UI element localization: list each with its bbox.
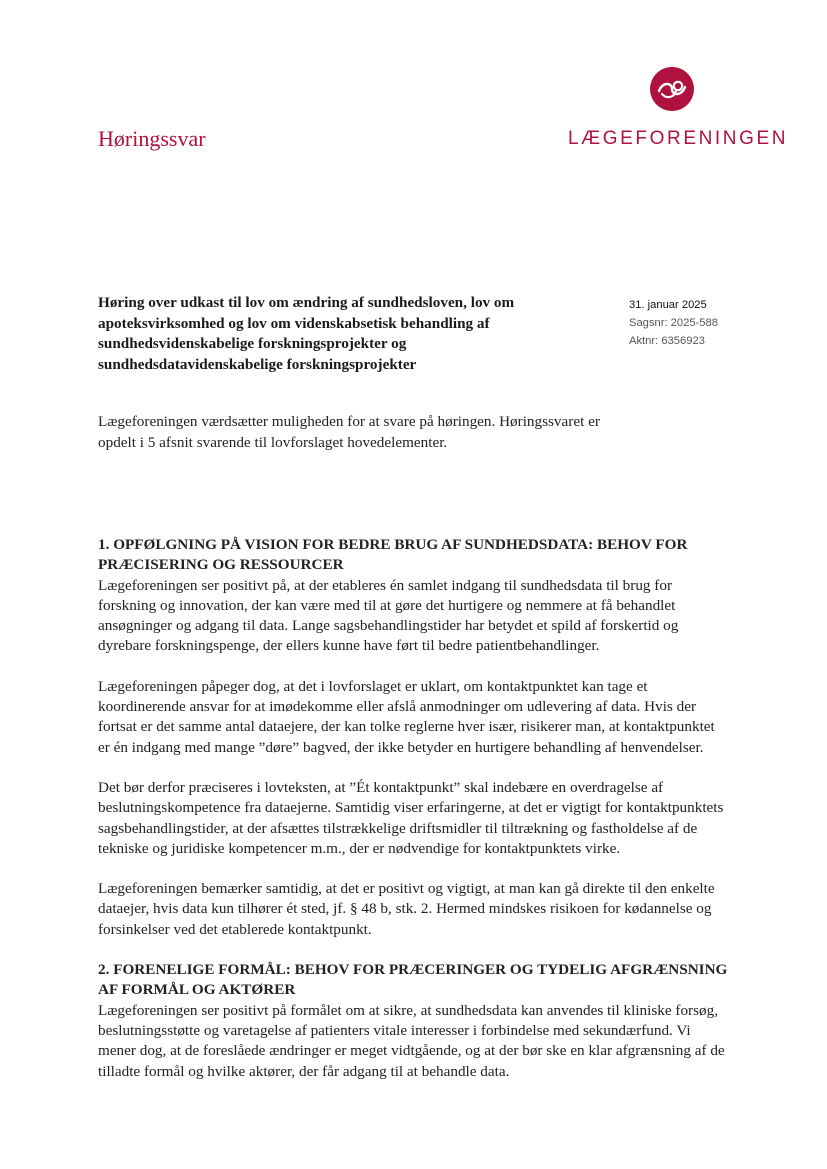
doc-type-title: Høringssvar [98, 126, 206, 151]
subject-heading: Høring over udkast til lov om ændring af sundhedsloven, lov om apoteksvirksomhed og lov om videnskabsetisk behandling af sundhedsvidenskabelige forskningsprojekter og sundhedsdatavidenskabelige forskningsprojekter [98, 294, 515, 373]
intro-paragraph: Lægeforeningen værdsætter muligheden for at svare på høringen. Høringssvaret er opdelt i 5 afsnit svarende til lovforslaget hovedelementer. [98, 413, 600, 451]
case-number: Sagsnr: 2025-588 [629, 317, 718, 329]
paragraph: Lægeforeningen ser positivt på, at der etableres én samlet indgang til sundhedsdata til brug for forskning og innovation, der kan være med til at gøre det hurtigere og nemmere at få behandlet ansøgninger og adgang til data. Lange sagsbehandlingstider har betydet et spild af forskertid og dyrebare forskningspenge, der ellers kunne have ført til bedre patientbehandlinger. [98, 576, 679, 655]
paragraph: Lægeforeningen ser positivt på formålet om at sikre, at sundhedsdata kan anvendes til kliniske forsøg, beslutningsstøtte og varetagelse af patienters vitale interesser i forbindelse med sekundærfund. Vi mener dog, at de foreslåede ændringer er meget vidtgående, og at der bør ske en klar afgrænsning af de tilladte formål og hvilke aktører, der får adgang til at behandle data. [98, 1001, 725, 1080]
paragraph: Lægeforeningen bemærker samtidig, at det er positivt og vigtigt, at man kan gå direkte til den enkelte dataejer, hvis data kun tilhører ét sted, jf. § 48 b, stk. 2. Hermed mindskes risikoen for kødannelse og forsinkelser ved det etablerede kontaktpunkt. [98, 880, 715, 938]
paragraph: Lægeforeningen påpeger dog, at det i lovforslaget er uklart, om kontaktpunktet kan tage et koordinerende ansvar for at imødekomme eller afslå anmodninger om udlevering af data. Hvis der fortsat er det samme antal dataejere, der kan tolke reglerne hver især, risikerer man, at kontaktpunktet er én indgang med mange ”døre” bagved, der ikke betyder en hurtigere behandling af henvendelser. [98, 677, 715, 756]
laegeforeningen-logo-icon [650, 67, 694, 111]
document-body [98, 535, 730, 1102]
document-number: Aktnr: 6356923 [629, 335, 705, 347]
section-1 [98, 535, 730, 940]
section-heading: 1. OPFØLGNING PÅ VISION FOR BEDRE BRUG AF SUNDHEDSDATA: BEHOV FOR PRÆCISERING OG RESSOURCER [98, 536, 688, 574]
document-meta [629, 296, 718, 350]
document-date: 31. januar 2025 [629, 299, 707, 311]
section-heading: 2. FORENELIGE FORMÅL: BEHOV FOR PRÆCERINGER OG TYDELIG AFGRÆNSNING AF FORMÅL OG AKTØRER [98, 961, 728, 999]
paragraph: Det bør derfor præciseres i lovteksten, at ”Ét kontaktpunkt” skal indebære en overdragelse af beslutningskompetence fra dataejerne. Samtidig viser erfaringerne, at det er vigtigt for kontaktpunktets sagsbehandlingstider, at der afsættes tilstrækkelige driftsmidler til tiltrækning og fastholdelse af de tekniske og juridiske kompetencer m.m., der er nødvendige for kontaktpunktets virke. [98, 778, 724, 857]
section-2 [98, 960, 730, 1082]
logo-wordmark: LÆGEFORENINGEN [568, 128, 789, 149]
